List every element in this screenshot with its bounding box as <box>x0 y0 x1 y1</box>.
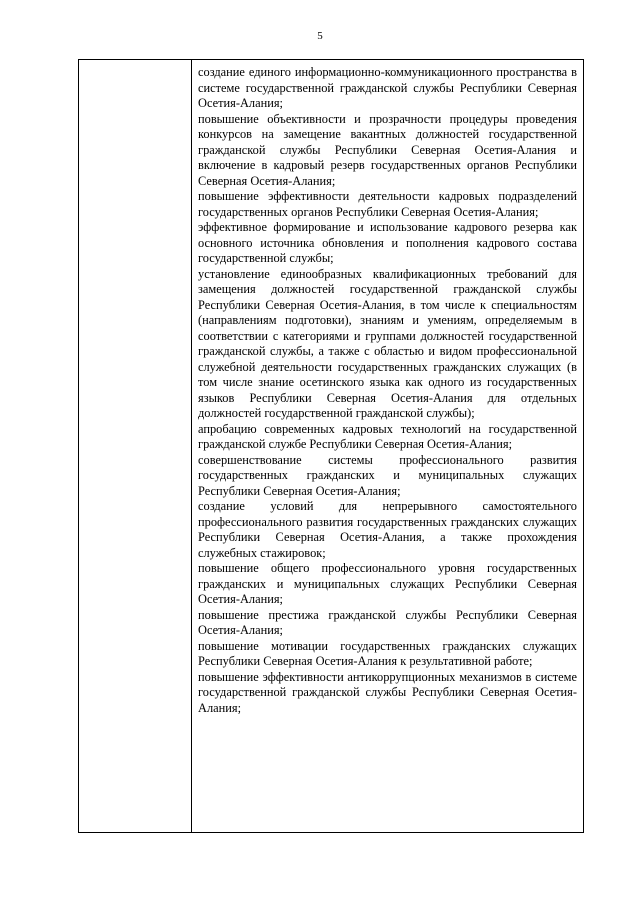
list-item: создание условий для непрерывного самостоятельного профессионального развития государственных гражданских служащих Республики Северная Осетия-Алания, а также прохождения служебных стажировок; <box>198 499 577 560</box>
list-item: повышение эффективности деятельности кадровых подразделений государственных органов Республики Северная Осетия-Алания; <box>198 189 577 219</box>
list-item: повышение мотивации государственных гражданских служащих Республики Северная Осетия-Алания к результативной работе; <box>198 638 577 668</box>
list-item: апробацию современных кадровых технологий на государственной гражданской службе Республики Северная Осетия-Алания; <box>198 421 577 451</box>
list-item: повышение объективности и прозрачности процедуры проведения конкурсов на замещение вакантных должностей государственной гражданской службы Республики Северная Осетия-Алания и включение в кадровый резерв государственных органов Республики Северная Осетия-Алания; <box>198 111 577 188</box>
table-left-cell <box>79 60 191 832</box>
table-right-cell <box>198 65 577 716</box>
list-item: повышение эффективности антикоррупционных механизмов в системе государственной гражданской службы Республики Северная Осетия-Алания; <box>198 669 577 715</box>
list-item: совершенствование системы профессионального развития государственных гражданских и муниципальных служащих Республики Северная Осетия-Алания; <box>198 452 577 498</box>
list-item: повышение общего профессионального уровня государственных гражданских и муниципальных служащих Республики Северная Осетия-Алания; <box>198 561 577 606</box>
list-item: повышение престижа гражданской службы Республики Северная Осетия-Алания; <box>198 607 577 637</box>
list-item: установление единообразных квалификационных требований для замещения должностей государственной гражданской службы Республики Северная Осетия-Алания, в том числе к специальностям (направлениям подготовки), знаниям и умениям, определяемым в соответствии с категориями и группами должностей государственной гражданской службы, а также с областью и видом профессиональной служебной деятельности государственных гражданских служащих (в том числе знание осетинского языка как одного из государственных языков Республики Северная Осетия-Алания для отдельных должностей государственной гражданской службы); <box>198 266 577 420</box>
list-item: создание единого информационно-коммуникационного пространства в системе государственной гражданской службы Республики Северная Осетия-Алания; <box>198 65 577 110</box>
document-table <box>78 59 584 833</box>
list-item: эффективное формирование и использование кадрового резерва как основного источника обновления и пополнения кадрового состава государственной службы; <box>198 220 577 265</box>
page-number: 5 <box>317 30 323 42</box>
column-divider <box>191 60 192 832</box>
